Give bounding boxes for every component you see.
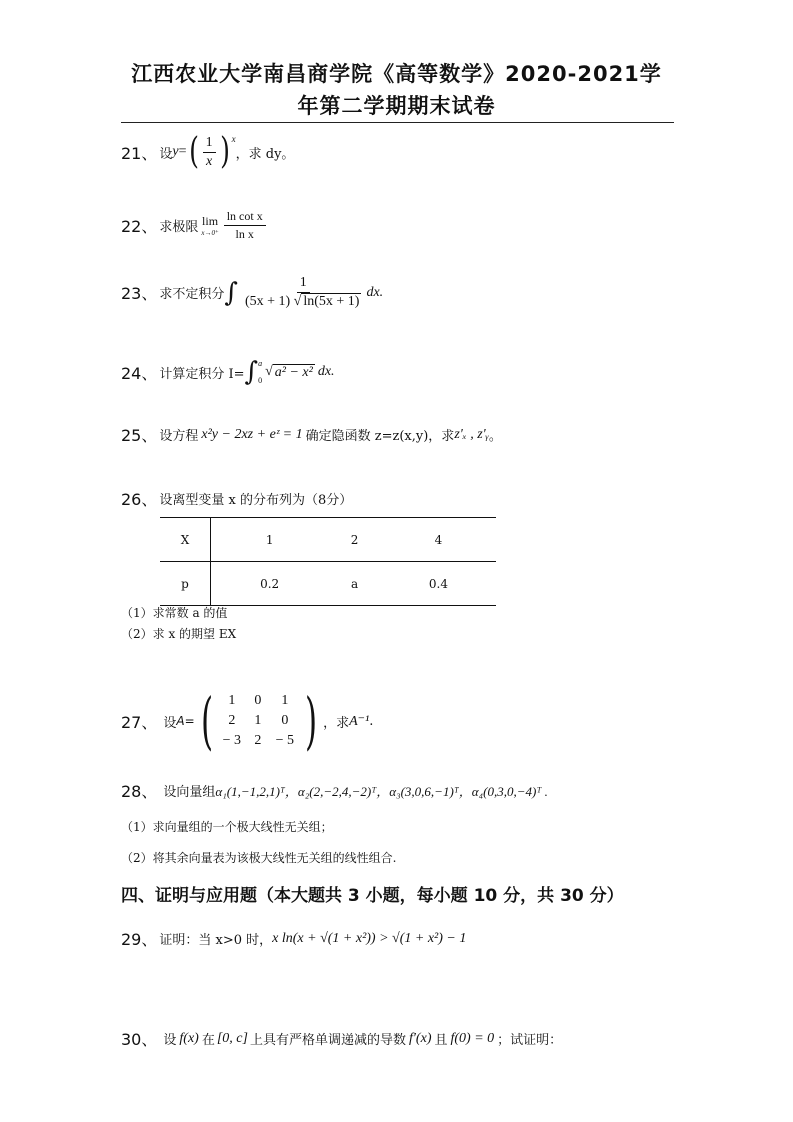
matrix-A: ( 1 0 1 2 1 0 − 3 2 − 5 ) bbox=[200, 684, 318, 757]
table-row: p 0.2 a 0.4 bbox=[160, 562, 496, 606]
question-22: 22、 求极限 lim x→0⁺ $\frac{\text{ln cot x}}{\text{ln x}}$ bbox=[121, 209, 268, 242]
question-24: 24、 计算定积分 I= ∫ a 0 √ a² − x² dx. bbox=[121, 357, 335, 387]
question-25: 25、 设方程 x²y − 2xz + eᶻ = 1 确定隐函数 z=z(x,y)，求 z'ₓ , z'ᵧ 。 bbox=[121, 426, 502, 445]
q28-item-1: （1）求向量组的一个极大线性无关组； bbox=[121, 820, 333, 834]
q28-item-2: （2）将其余向量表为该极大线性无关组的线性组合. bbox=[121, 851, 397, 865]
question-26: 26、 设离型变量 x 的分布列为（8分） bbox=[121, 490, 353, 509]
distribution-table bbox=[160, 517, 496, 606]
table-row: X 1 2 4 bbox=[160, 518, 496, 562]
exam-title-line1: 江西农业大学南昌商学院《高等数学》2020-2021学 bbox=[131, 62, 662, 86]
question-29: 29、 证明：当 x>0 时， x ln(x + √(1 + x²)) > √(1 + x²) − 1 bbox=[121, 930, 467, 949]
q26-item-1: （1）求常数 a 的值 bbox=[121, 606, 228, 620]
question-30: 30、 设 f(x) 在 [0, c] 上具有严格单调递减的导数 f′(x) 且 f(0) = 0 ；试证明： bbox=[121, 1030, 563, 1049]
question-21: 21、 设 y = ( $\frac{1}{x}$ ) x ，求 dy。 bbox=[121, 131, 295, 172]
integral-sign: ∫ bbox=[224, 277, 238, 308]
question-23: 23、 求不定积分 ∫ $\frac{1}{(5x + 1) √ \ln(5x + 1)}$ dx. bbox=[121, 275, 384, 309]
q26-item-2: （2）求 x 的期望 EX bbox=[121, 627, 237, 641]
integral-sign: ∫ bbox=[244, 357, 259, 387]
title-divider bbox=[121, 122, 674, 123]
section-heading: 四、证明与应用题（本大题共 3 小题，每小题 10 分，共 30 分） bbox=[121, 886, 624, 906]
question-27: 27、 设 A= ( 1 0 1 2 1 0 − 3 2 − 5 ) ，求 A⁻¹ . bbox=[121, 684, 374, 757]
exam-title-line2: 年第二学期期末试卷 bbox=[297, 94, 496, 118]
question-28: 28、 设向量组 α₁(1,−1,2,1)ᵀ，α₂(2,−2,4,−2)ᵀ，α₃(3,0,6,−1)ᵀ，α₄(0,3,0,−4)ᵀ . bbox=[121, 782, 548, 801]
